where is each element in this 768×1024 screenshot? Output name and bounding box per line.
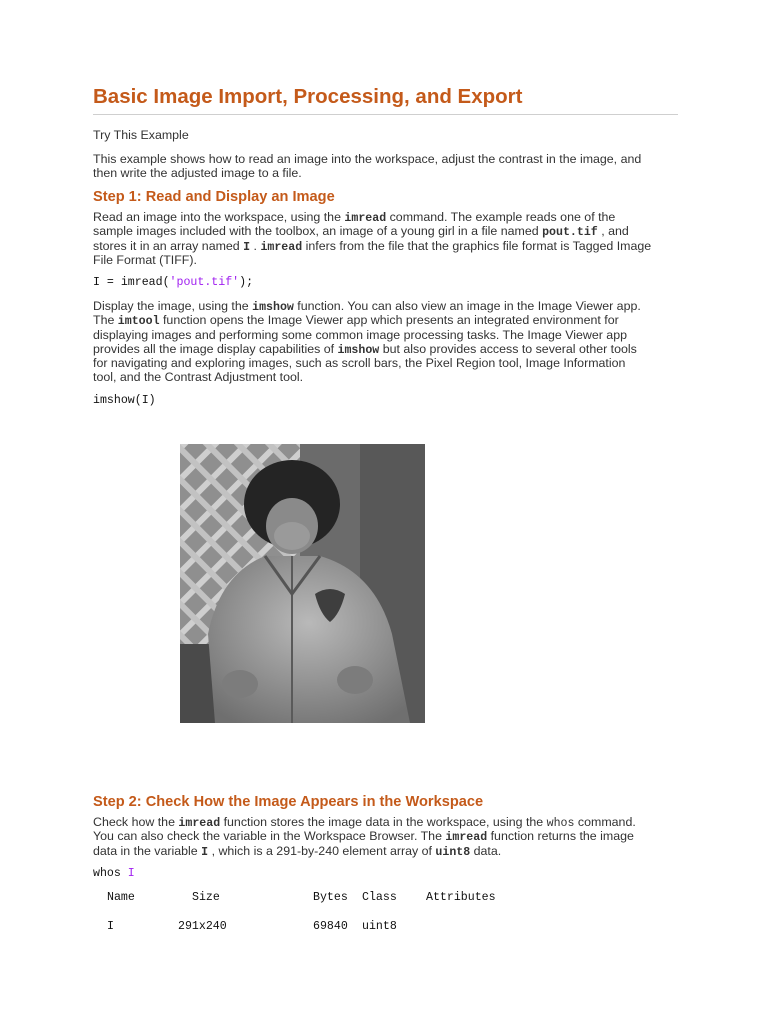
step1-para1-line1: Read an image into the workspace, using the imread command. The example reads one of the <box>93 210 616 225</box>
title-divider <box>93 114 678 115</box>
whos-header-class: Class <box>362 891 397 904</box>
step1-para2-line1: Display the image, using the imshow function. You can also view an image in the Image Viewer app. <box>93 299 641 314</box>
whos-header-size: Size <box>192 891 220 904</box>
intro-line-2: then write the adjusted image to a file. <box>93 166 302 180</box>
step2-para-line2: You can also check the variable in the Workspace Browser. The imread function returns the image <box>93 829 634 844</box>
step2-para-line3: data in the variable I , which is a 291-by-240 element array of uint8 data. <box>93 844 502 859</box>
code-imshow: imshow(I) <box>93 394 156 407</box>
page-title: Basic Image Import, Processing, and Export <box>93 85 523 108</box>
step1-para2-line2: The imtool function opens the Image Viewer app which presents an integrated environment for <box>93 313 619 328</box>
step2-para-line1: Check how the imread function stores the image data in the workspace, using the whos command. <box>93 815 636 830</box>
whos-cell-class: uint8 <box>362 920 397 933</box>
code-imread: I = imread('pout.tif'); <box>93 276 254 289</box>
girl-photo-graphic <box>180 444 425 723</box>
whos-header-attributes: Attributes <box>426 891 496 904</box>
step2-heading: Step 2: Check How the Image Appears in the Workspace <box>93 794 484 810</box>
step1-para1-line4: File Format (TIFF). <box>93 253 197 267</box>
try-example-link[interactable]: Try This Example <box>93 128 189 142</box>
whos-header-name: Name <box>107 891 135 904</box>
step1-para2-line6: tool, and the Contrast Adjustment tool. <box>93 370 304 384</box>
step1-para2-line3: displaying images and performing some common image processing tasks. The Image Viewer app <box>93 328 627 342</box>
whos-cell-size: 291x240 <box>178 920 227 933</box>
intro-line-1: This example shows how to read an image into the workspace, adjust the contrast in the image, and <box>93 152 642 166</box>
whos-header-bytes: Bytes <box>313 891 348 904</box>
step1-para2-line4: provides all the image display capabilities of imshow but also provides access to several other tools <box>93 342 637 357</box>
code-whos: whos I <box>93 867 135 880</box>
step1-para1-line3: stores it in an array named I . imread infers from the file that the graphics file format is Tagged Image <box>93 239 652 254</box>
whos-cell-bytes: 69840 <box>313 920 348 933</box>
step1-para1-line2: sample images included with the toolbox, an image of a young girl in a file named pout.tif , and <box>93 224 629 239</box>
whos-cell-name: I <box>107 920 114 933</box>
step1-heading: Step 1: Read and Display an Image <box>93 189 335 205</box>
step1-para2-line5: for navigating and exploring images, such as scroll bars, the Pixel Region tool, Image Information <box>93 356 626 370</box>
pout-image <box>180 444 425 723</box>
